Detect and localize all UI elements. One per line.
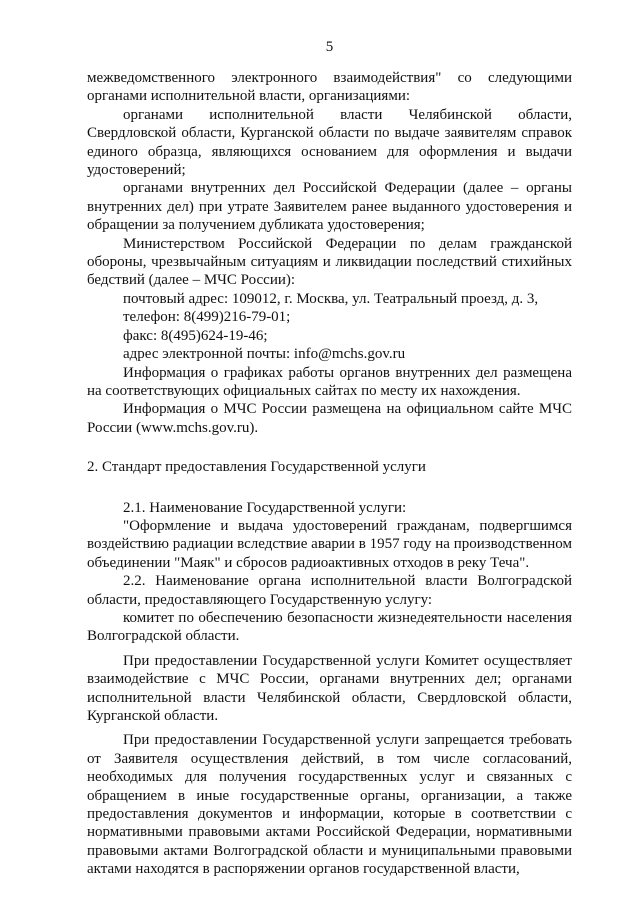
document-body	[87, 69, 572, 879]
page-number: 5	[325, 39, 334, 55]
paragraph-service-name: "Оформление и выдача удостоверений гражданам, подвергшимся воздействию радиации вследствие аварии в 1957 году на производственном объединении "Маяк" и сбросов радиоактивных отходов в реку Теча".	[87, 517, 572, 571]
paragraph-committee: комитет по обеспечению безопасности жизнедеятельности населения Волгоградской области.	[87, 609, 572, 645]
paragraph-phone: телефон: 8(499)216-79-01;	[123, 309, 291, 326]
paragraph-authority-heading: 2.2. Наименование органа исполнительной власти Волгоградской области, предоставляющего Государственную услугу:	[87, 573, 572, 608]
paragraph-schedule-info: Информация о графиках работы органов внутренних дел размещена на соответствующих официальных сайтах по месту их нахождения.	[87, 364, 572, 399]
paragraph-postal-address: почтовый адрес: 109012, г. Москва, ул. Театральный проезд, д. 3,	[123, 290, 539, 307]
paragraph-regional-authorities: органами исполнительной власти Челябинской области, Свердловской области, Курганской области по выдаче заявителям справок единого образца, являющихся основанием для оформления и выдачи удостоверений;	[87, 106, 572, 179]
paragraph-internal-affairs: органами внутренних дел Российской Федерации (далее – органы внутренних дел) при утрате Заявителем ранее выданного удостоверения и обращении за получением дубликата удостоверения;	[87, 180, 572, 234]
paragraph-service-name-heading: 2.1. Наименование Государственной услуги:	[123, 499, 407, 516]
paragraph-fax: факс: 8(495)624-19-46;	[123, 327, 268, 344]
paragraph-interaction: При предоставлении Государственной услуги Комитет осуществляет взаимодействие с МЧС России, органами внутренних дел; органами исполнительной власти Челябинской области, Свердловской области, Курганской области.	[87, 652, 572, 724]
paragraph-interagency-intro: межведомственного электронного взаимодействия" со следующими органами исполнительной власти, организациями:	[87, 70, 572, 105]
paragraph-email: адрес электронной почты: info@mchs.gov.ru	[123, 346, 406, 363]
paragraph-prohibition: При предоставлении Государственной услуги запрещается требовать от Заявителя осуществления действий, в том числе согласований, необходимых для получения государственных услуг и связанных с обращением в иные государственные органы, организации, а также предоставления документов и информации, которые в соответствии с нормативными правовыми актами Российской Федерации, нормативными правовыми актами Волгоградской области и муниципальными правовыми актами находятся в распоряжении органов государственной власти,	[87, 732, 572, 878]
paragraph-emercom-website: Информация о МЧС России размещена на официальном сайте МЧС России (www.mchs.gov.ru).	[87, 401, 572, 436]
paragraph-emercom: Министерством Российской Федерации по делам гражданской обороны, чрезвычайным ситуациям и ликвидации последствий стихийных бедствий (далее – МЧС России):	[87, 235, 572, 289]
section-heading: 2. Стандарт предоставления Государственной услуги	[87, 459, 426, 476]
